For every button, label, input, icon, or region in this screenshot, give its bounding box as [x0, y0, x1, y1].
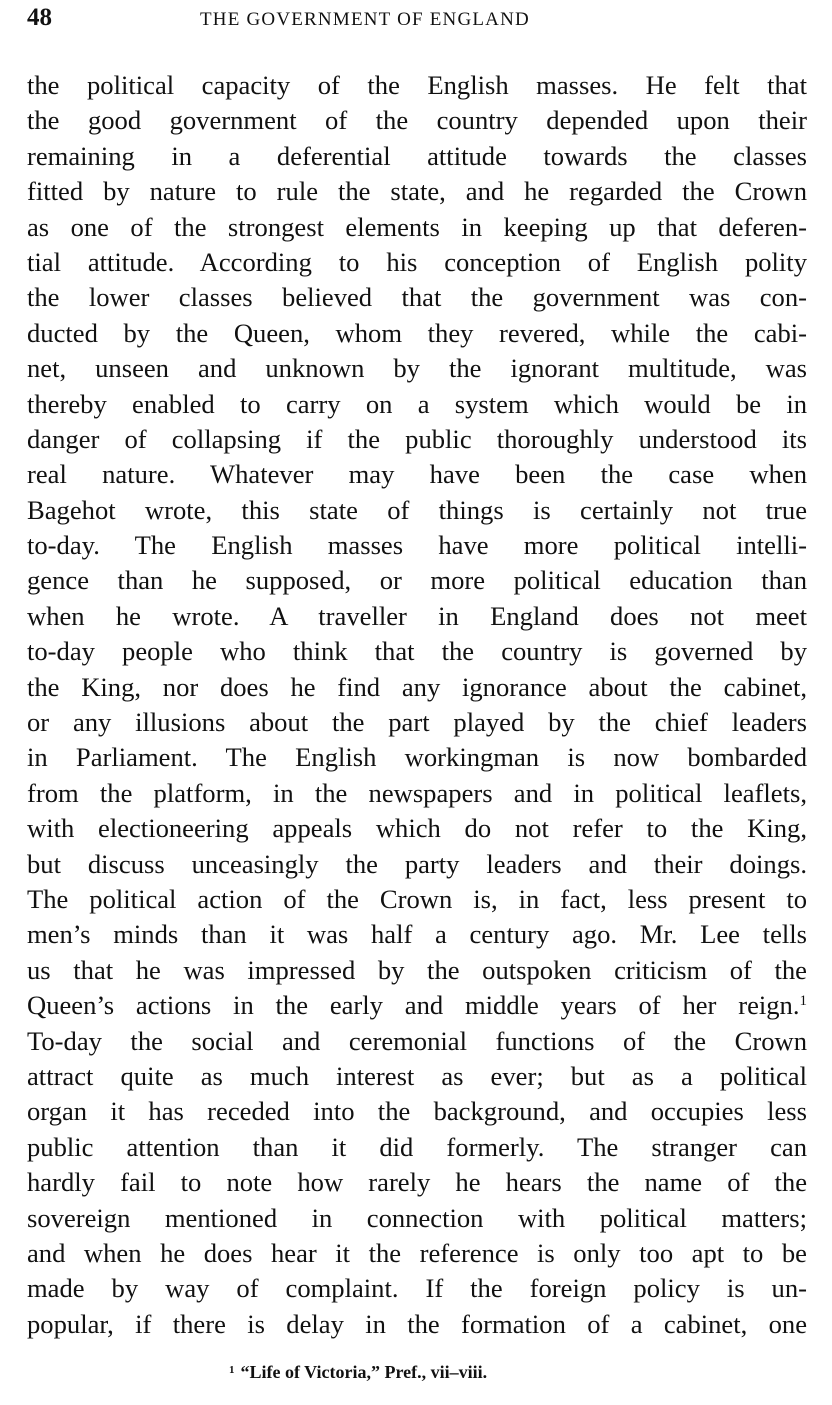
- text-line: or any illusions about the part played by the chief leaders: [27, 707, 807, 738]
- text-line: with electioneering appeals which do not refer to the King,: [27, 813, 807, 844]
- running-head: THE GOVERNMENT OF ENGLAND: [200, 9, 530, 30]
- text-line: as one of the strongest elements in keeping up that deferen-: [27, 211, 807, 242]
- text-line: remaining in a deferential attitude towards the classes: [27, 140, 807, 171]
- text-line: the lower classes believed that the government was con-: [27, 282, 807, 313]
- text-line: The political action of the Crown is, in fact, less present to: [27, 883, 807, 914]
- text-line-content: Queen’s actions in the early and middle years of her reign.: [27, 990, 800, 1021]
- text-line: men’s minds than it was half a century ago. Mr. Lee tells: [27, 919, 807, 950]
- text-line: net, unseen and unknown by the ignorant multitude, was: [27, 353, 807, 384]
- text-line: thereby enabled to carry on a system which would be in: [27, 388, 807, 419]
- footnote: [229, 1362, 487, 1383]
- text-line: sovereign mentioned in connection with political matters;: [27, 1202, 807, 1233]
- text-line: fitted by nature to rule the state, and he regarded the Crown: [27, 176, 807, 207]
- text-line: when he wrote. A traveller in England does not meet: [27, 600, 807, 631]
- text-line: To-day the social and ceremonial functions of the Crown: [27, 1025, 807, 1056]
- text-line: made by way of complaint. If the foreign policy is un-: [27, 1273, 807, 1304]
- page-number: 48: [27, 4, 52, 31]
- text-line: the political capacity of the English masses. He felt that: [27, 70, 807, 100]
- text-line: hardly fail to note how rarely he hears the name of the: [27, 1167, 807, 1198]
- text-line: to-day. The English masses have more political intelli-: [27, 530, 807, 561]
- text-line: tial attitude. According to his conception of English polity: [27, 246, 807, 277]
- text-line: us that he was impressed by the outspoken criticism of the: [27, 954, 807, 985]
- text-line: Bagehot wrote, this state of things is certainly not true: [27, 494, 807, 525]
- text-line: and when he does hear it the reference is only too apt to be: [27, 1237, 807, 1268]
- text-line: but discuss unceasingly the party leaders and their doings.: [27, 848, 807, 879]
- text-line: organ it has receded into the background, and occupies less: [27, 1096, 807, 1127]
- text-line: gence than he supposed, or more political education than: [27, 565, 807, 596]
- footnote-text: “Life of Victoria,” Pref., vii–viii.: [240, 1362, 488, 1382]
- footnote-marker: 1: [229, 1364, 235, 1376]
- page-header: [27, 4, 807, 34]
- text-line: to-day people who think that the country is governed by: [27, 636, 807, 667]
- body-text: [27, 68, 807, 1342]
- text-line: popular, if there is delay in the formation of a cabinet, one: [27, 1308, 807, 1339]
- text-line: attract quite as much interest as ever; but as a political: [27, 1060, 807, 1091]
- text-line: public attention than it did formerly. The stranger can: [27, 1131, 807, 1162]
- text-line: from the platform, in the newspapers and in political leaflets,: [27, 777, 807, 808]
- text-line-with-footnote-ref: [27, 988, 807, 1023]
- text-line: danger of collapsing if the public thoroughly understood its: [27, 423, 807, 454]
- text-line: the good government of the country depended upon their: [27, 105, 807, 136]
- text-line: in Parliament. The English workingman is now bombarded: [27, 742, 807, 773]
- text-line: real nature. Whatever may have been the case when: [27, 459, 807, 490]
- text-line: ducted by the Queen, whom they revered, while the cabi-: [27, 317, 807, 348]
- text-line: the King, nor does he find any ignorance about the cabinet,: [27, 671, 807, 702]
- footnote-reference[interactable]: 1: [799, 993, 807, 1010]
